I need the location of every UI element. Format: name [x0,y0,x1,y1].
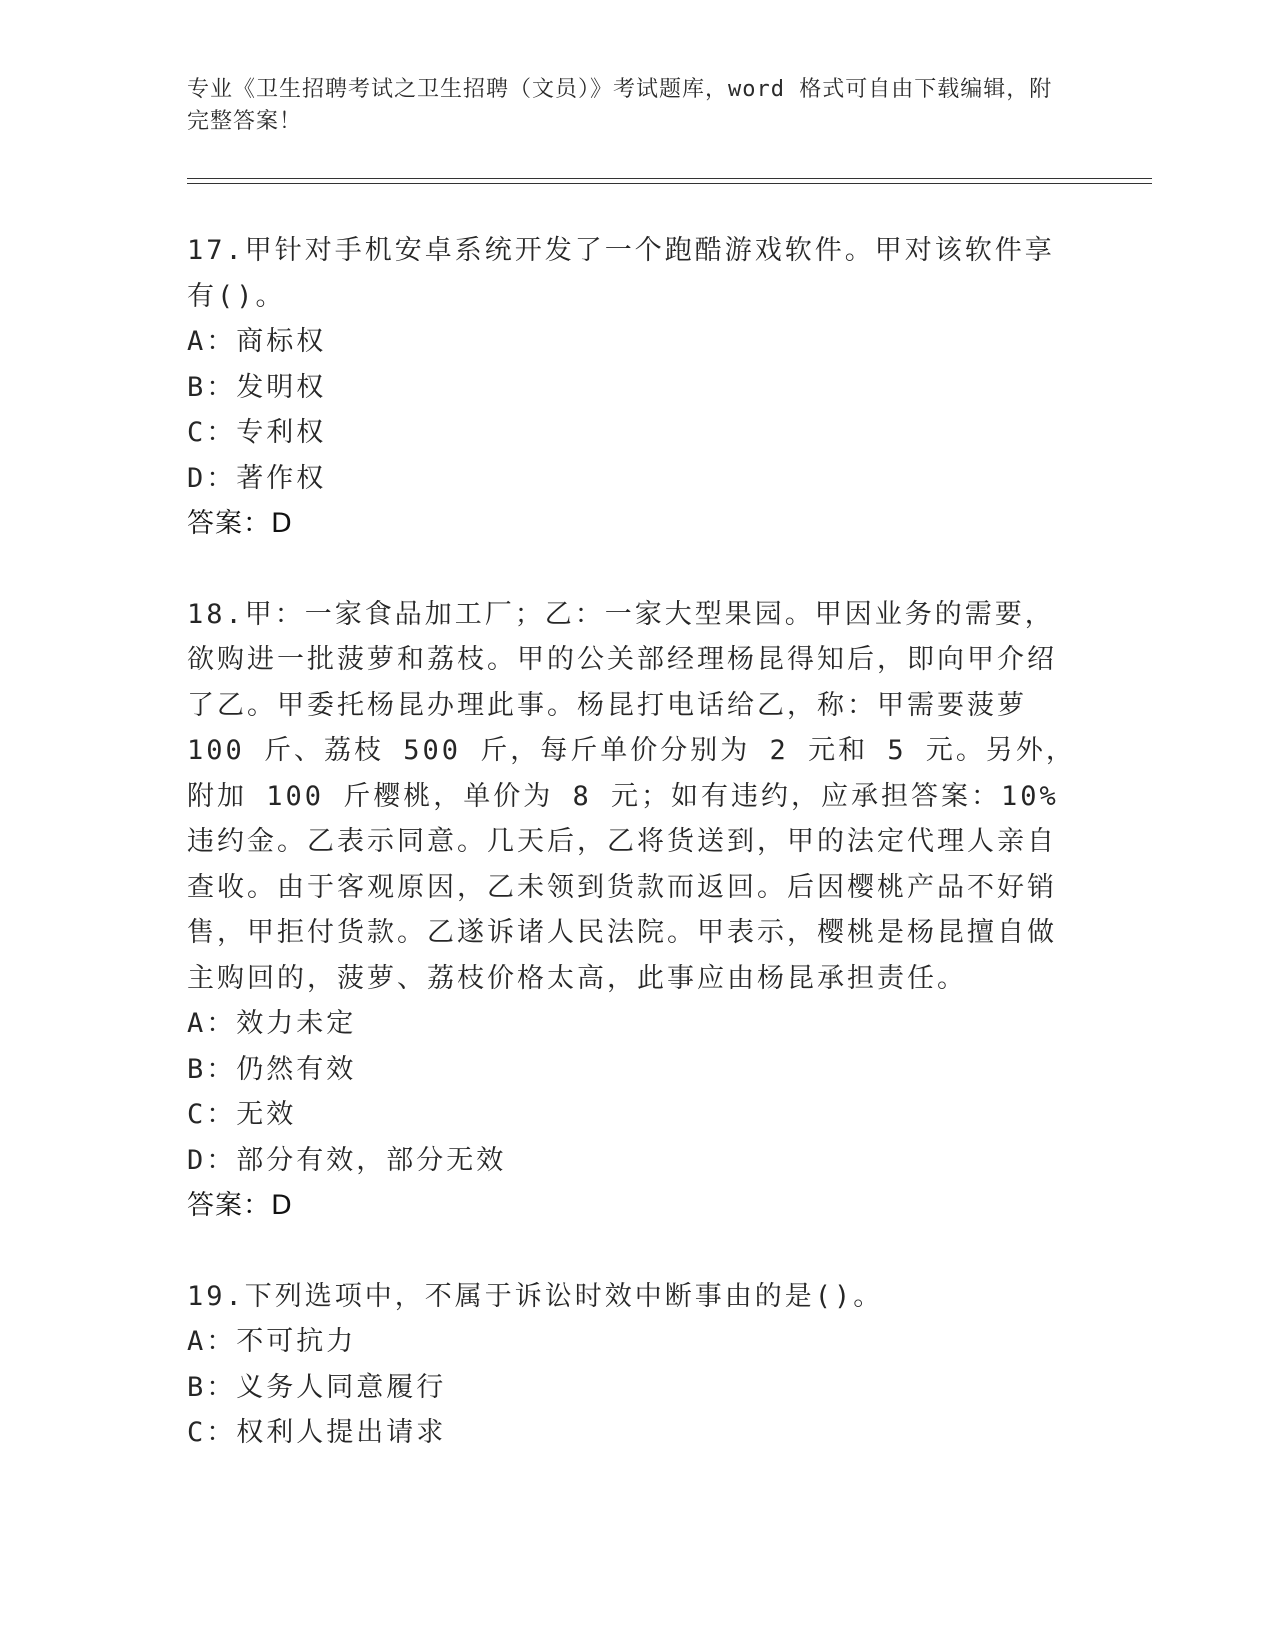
option-a: A：效力未定 [187,1008,357,1039]
option-b: B：仍然有效 [187,1053,357,1085]
question-stem: 17.甲针对手机安卓系统开发了一个跑酷游戏软件。甲对该软件享有()。 [187,235,1055,312]
document-header: 专业《卫生招聘考试之卫生招聘（文员）》考试题库，word 格式可自由下载编辑，附完整答案！ [187,77,1053,134]
option-c: C：权利人提出请求 [187,1417,447,1448]
question-list [187,228,1077,1456]
question-stem: 19.下列选项中，不属于诉讼时效中断事由的是()。 [187,1280,884,1312]
spacer [187,547,1077,592]
spacer [187,1229,1077,1274]
option-d: D：部分有效，部分无效 [187,1144,507,1176]
option-a: A：不可抗力 [187,1326,357,1357]
option-d: D：著作权 [187,462,327,494]
answer-label: 答案：D [187,508,293,539]
header-divider-bottom [187,183,1152,184]
option-c: C：专利权 [187,417,327,448]
option-b: B：发明权 [187,371,327,403]
option-c: C：无效 [187,1099,297,1130]
option-b: B：义务人同意履行 [187,1371,447,1403]
answer-label: 答案：D [187,1190,293,1221]
question-17 [187,228,1077,547]
option-a: A：商标权 [187,326,327,357]
question-19 [187,1274,1077,1456]
header-divider-top [187,178,1152,179]
question-stem: 18.甲：一家食品加工厂；乙：一家大型果园。甲因业务的需要，欲购进一批菠萝和荔枝。甲的公关部经理杨昆得知后，即向甲介绍了乙。甲委托杨昆办理此事。杨昆打电话给乙，称：甲需要菠萝 100 斤、荔枝 500 斤，每斤单价分别为 2 元和 5 元。另外，附加 100 斤樱桃，单价为 8 元；如有违约，应承担答案：10%违约金。乙表示同意。几天后，乙将货送到，甲的法定代理人亲自查收。由于客观原因，乙未领到货款而返回。后因樱桃产品不好销售，甲拒付货款。乙遂诉诸人民法院。甲表示，樱桃是杨昆擅自做主购回的，菠萝、荔枝价格太高，此事应由杨昆承担责任。 [187,598,1076,994]
question-18 [187,592,1077,1229]
